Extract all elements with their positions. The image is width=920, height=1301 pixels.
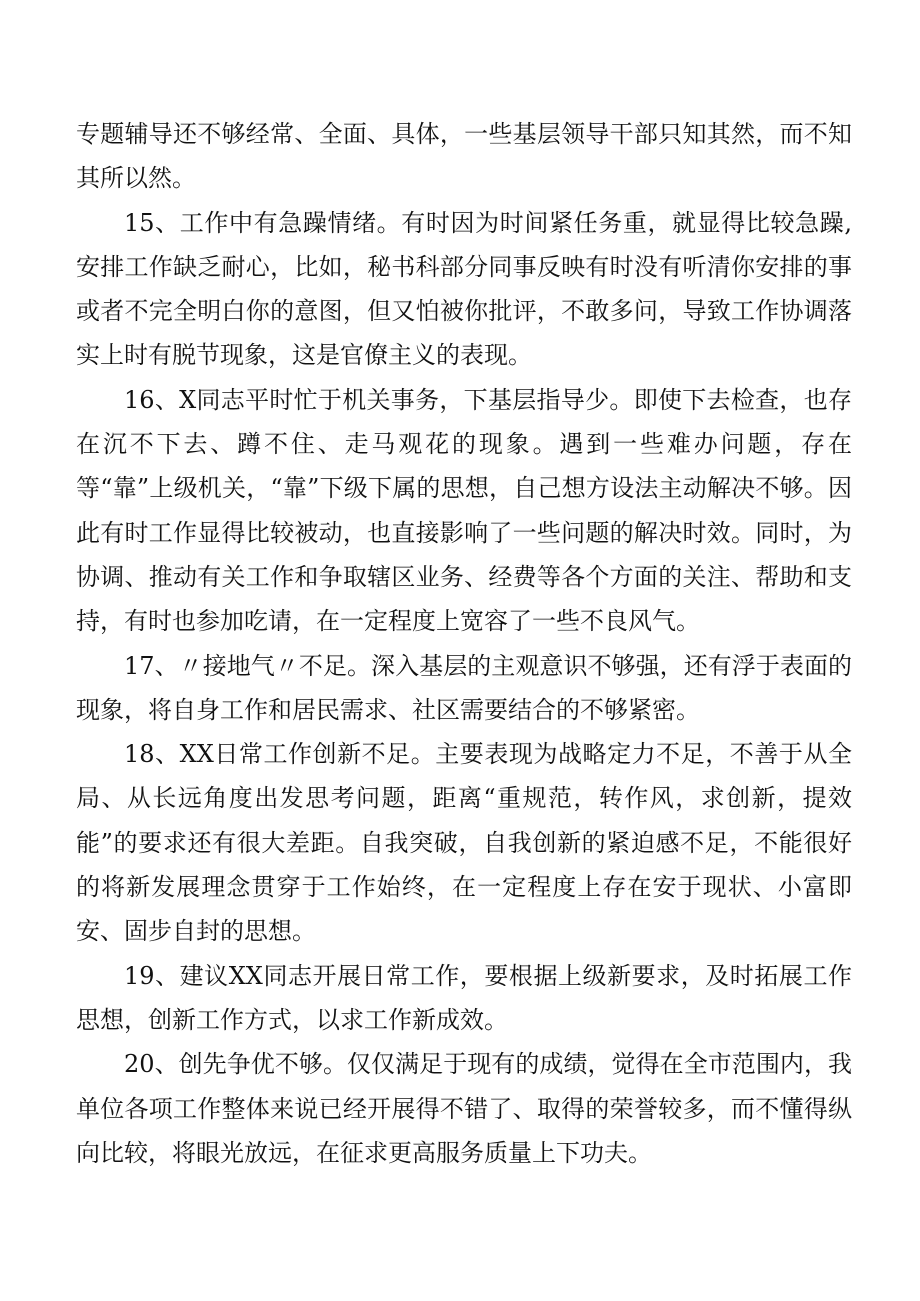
paragraph-item-20: 20、创先争优不够。仅仅满足于现有的成绩，觉得在全市范围内，我单位各项工作整体来说已经开展得不错了、取得的荣誉较多，而不懂得纵向比较，将眼光放远，在征求更高服务质量上下功夫。 bbox=[76, 1050, 852, 1167]
document-body bbox=[76, 112, 852, 1175]
paragraph-item-17: 17、〃接地气〃不足。深入基层的主观意识不够强，还有浮于表面的现象，将自身工作和居民需求、社区需要结合的不够紧密。 bbox=[76, 651, 852, 724]
paragraph-item-19: 19、建议XX同志开展日常工作，要根据上级新要求，及时拓展工作思想，创新工作方式，以求工作新成效。 bbox=[76, 961, 852, 1034]
paragraph-item-18: 18、XX日常工作创新不足。主要表现为战略定力不足，不善于从全局、从长远角度出发思考问题，距离“重规范，转作风，求创新，提效能”的要求还有很大差距。自我突破，自我创新的紧迫感不足，不能很好的将新发展理念贯穿于工作始终，在一定程度上存在安于现状、小富即安、固步自封的思想。 bbox=[76, 740, 852, 946]
paragraph-continuation: 专题辅导还不够经常、全面、具体，一些基层领导干部只知其然，而不知其所以然。 bbox=[76, 120, 852, 193]
paragraph-item-15: 15、工作中有急躁情绪。有时因为时间紧任务重，就显得比较急躁,安排工作缺乏耐心，比如，秘书科部分同事反映有时没有听清你安排的事或者不完全明白你的意图，但又怕被你批评，不敢多问，导致工作协调落实上时有脱节现象，这是官僚主义的表现。 bbox=[76, 208, 852, 370]
paragraph-item-16: 16、X同志平时忙于机关事务，下基层指导少。即使下去检查，也存在沉不下去、蹲不住、走马观花的现象。遇到一些难办问题，存在等“靠”上级机关，“靠”下级下属的思想，自己想方设法主动解决不够。因此有时工作显得比较被动，也直接影响了一些问题的解决时效。同时，为协调、推动有关工作和争取辖区业务、经费等各个方面的关注、帮助和支持，有时也参加吃请，在一定程度上宽容了一些不良风气。 bbox=[76, 385, 852, 636]
